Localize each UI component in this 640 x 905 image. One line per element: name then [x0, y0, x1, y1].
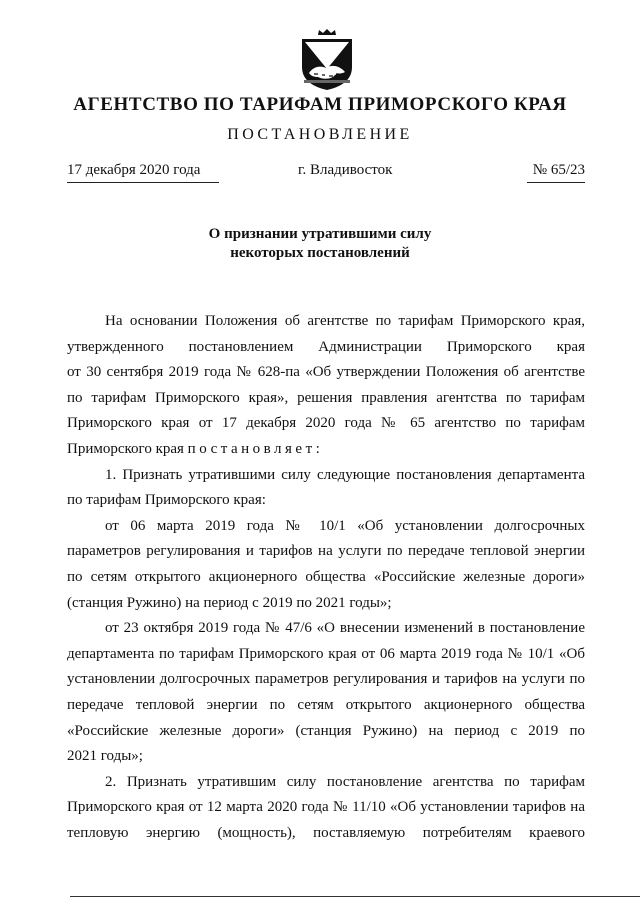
body-line: установлении долгосрочных параметров регулирования и тарифов на услуги по: [67, 671, 585, 688]
document-date: 17 декабря 2020 года: [67, 162, 219, 183]
body-line: по тарифам Приморского края:: [67, 492, 266, 509]
body-line: «Российские железные дороги» (станция Ружино) на период с 2019 по: [67, 722, 585, 739]
body-line: Приморского края от 17 декабря 2020 года № 65 агентство по тарифам: [67, 415, 585, 432]
body-line: [67, 437, 585, 463]
body-line: по сетям открытого акционерного общества «Российские железные дороги»: [67, 568, 585, 585]
body-line: (станция Ружино) на период с 2019 по 2021 годы»;: [67, 594, 392, 611]
document-body: [67, 309, 585, 846]
document-number: № 65/23: [527, 162, 585, 183]
body-line: 2. Признать утратившим силу постановление агентства по тарифам: [105, 773, 585, 790]
body-line: передаче тепловой энергии по сетям открытого акционерного общества: [67, 696, 585, 713]
coat-of-arms-icon: [298, 27, 356, 91]
document-city: г. Владивосток: [298, 162, 393, 178]
document-title-line-2: некоторых постановлений: [230, 245, 410, 261]
body-line: тепловую энергию (мощность), поставляемую потребителям краевого: [67, 824, 585, 841]
body-text: Приморского края: [67, 440, 188, 457]
body-line: по тарифам Приморского края», решения правления агентства по тарифам: [67, 389, 585, 406]
document-type: ПОСТАНОВЛЕНИЕ: [227, 126, 413, 143]
agency-name: АГЕНТСТВО ПО ТАРИФАМ ПРИМОРСКОГО КРАЯ: [73, 94, 567, 115]
body-line: от 06 марта 2019 года № 10/1 «Об установлении долгосрочных: [105, 517, 585, 534]
resolution-word: постановляет:: [187, 440, 324, 457]
body-line: Приморского края от 12 марта 2020 года № 11/10 «Об установлении тарифов на: [67, 799, 585, 816]
body-line: 2021 годы»;: [67, 748, 143, 765]
body-line: На основании Положения об агентстве по тарифам Приморского края,: [105, 313, 585, 329]
document-title-line-1: О признании утратившими силу: [208, 226, 432, 242]
body-line: утвержденного постановлением Администрации Приморского края: [67, 338, 585, 355]
body-line: департамента по тарифам Приморского края от 06 марта 2019 года № 10/1 «Об: [67, 645, 585, 662]
body-line: от 30 сентября 2019 года № 628-па «Об утверждении Положения об агентстве: [67, 364, 585, 381]
page-bottom-rule: [70, 896, 640, 897]
body-line: параметров регулирования и тарифов на услуги по передаче тепловой энергии: [67, 543, 585, 560]
body-line: от 23 октября 2019 года № 47/6 «О внесении изменений в постановление: [105, 620, 585, 637]
body-line: 1. Признать утратившими силу следующие постановления департамента: [105, 466, 585, 483]
